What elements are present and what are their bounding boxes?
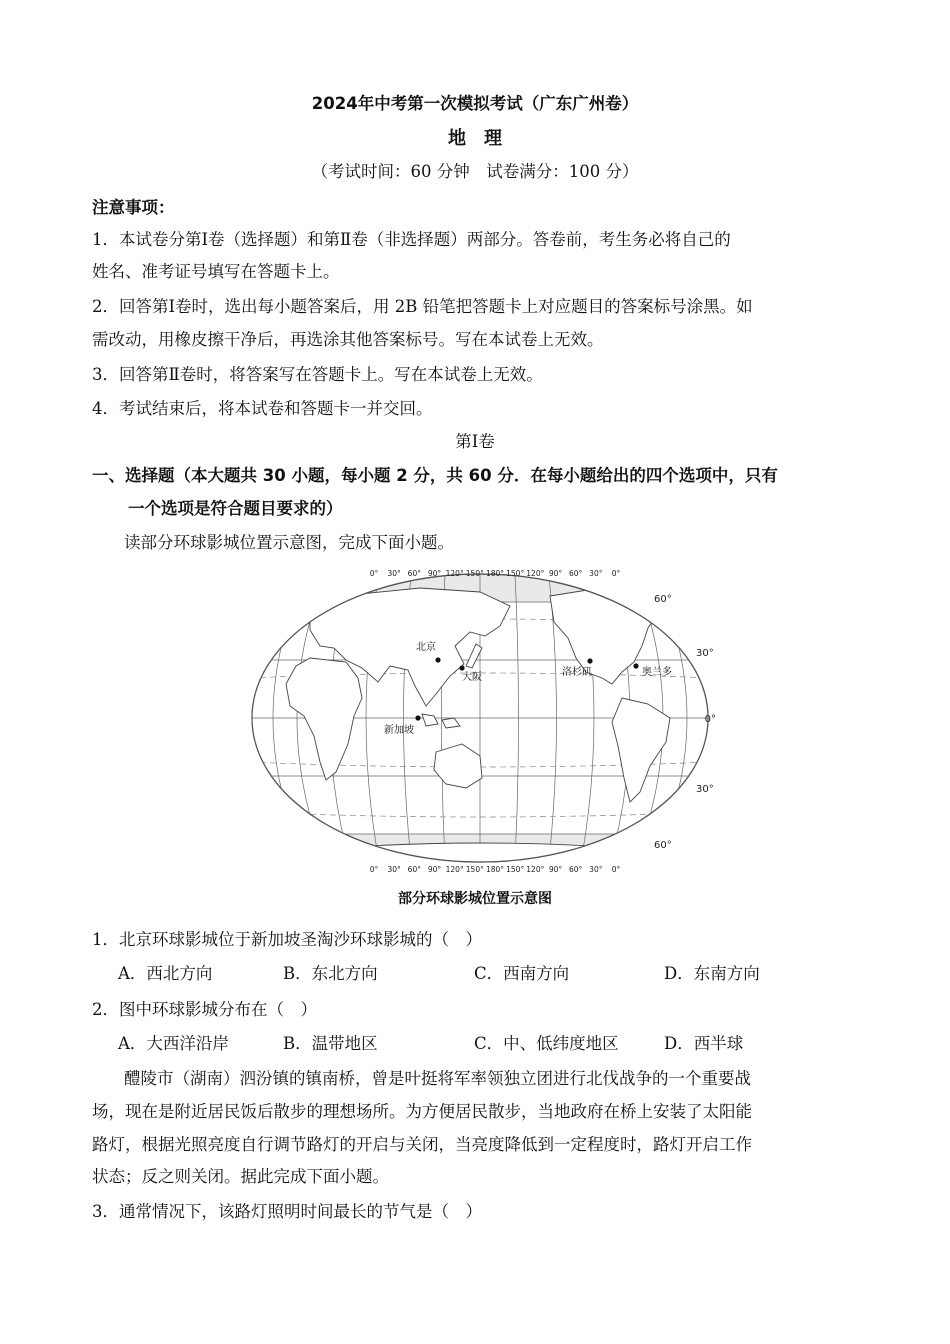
lat-label-60s: 60° bbox=[654, 840, 672, 851]
question-1-stem: 1．北京环球影城位于新加坡圣淘沙环球影城的（ ） bbox=[92, 930, 482, 949]
exam-info: （考试时间：60 分钟 试卷满分：100 分） bbox=[311, 162, 639, 181]
exam-title: 2024年中考第一次模拟考试（广东广州卷） bbox=[311, 94, 639, 113]
beijing-marker bbox=[435, 657, 440, 662]
lat-label-equator: 0° bbox=[704, 714, 716, 725]
passage-line-4: 状态；反之则关闭。据此完成下面小题。 bbox=[92, 1167, 389, 1186]
city-orlando: 奥兰多 bbox=[642, 667, 672, 678]
lat-label-30s: 30° bbox=[696, 784, 714, 795]
top-longitude-label: 120° bbox=[526, 569, 545, 578]
section-heading-cont: 一个选项是符合题目要求的） bbox=[128, 499, 343, 518]
bottom-longitude-label: 120° bbox=[445, 865, 464, 874]
question-1-option-b[interactable]: B．东北方向 bbox=[283, 964, 378, 983]
top-longitude-label: 0° bbox=[611, 569, 621, 578]
bottom-longitude-label: 120° bbox=[526, 865, 545, 874]
city-singapore: 新加坡 bbox=[384, 725, 414, 736]
city-beijing: 北京 bbox=[416, 642, 436, 653]
section-heading: 一、选择题（本大题共 30 小题，每小题 2 分，共 60 分．在每小题给出的四个选项中，只有 bbox=[92, 466, 778, 485]
map-intro: 读部分环球影城位置示意图，完成下面小题。 bbox=[124, 533, 454, 552]
bottom-longitude-label: 150° bbox=[465, 865, 484, 874]
bottom-longitude-label: 90° bbox=[427, 865, 442, 874]
question-3-stem: 3．通常情况下，该路灯照明时间最长的节气是（ ） bbox=[92, 1202, 482, 1221]
notice-item-1: 1．本试卷分第Ⅰ卷（选择题）和第Ⅱ卷（非选择题）两部分。答卷前，考生务必将自己的 bbox=[92, 230, 731, 249]
passage-line-1: 醴陵市（湖南）泗汾镇的镇南桥，曾是叶挺将军率领独立团进行北伐战争的一个重要战 bbox=[124, 1069, 751, 1088]
singapore-marker bbox=[415, 715, 420, 720]
notice-item-3: 3．回答第Ⅱ卷时，将答案写在答题卡上。写在本试卷上无效。 bbox=[92, 365, 543, 384]
top-longitude-label: 90° bbox=[548, 569, 563, 578]
notice-item-4: 4．考试结束后，将本试卷和答题卡一并交回。 bbox=[92, 399, 433, 418]
top-longitude-labels bbox=[370, 569, 621, 578]
notice-item-2-cont: 需改动，用橡皮擦干净后，再选涂其他答案标号。写在本试卷上无效。 bbox=[92, 330, 604, 349]
bottom-longitude-label: 30° bbox=[387, 865, 401, 874]
question-2-option-d[interactable]: D．西半球 bbox=[664, 1034, 744, 1053]
bottom-longitude-label: 180° bbox=[485, 865, 505, 874]
bottom-longitude-label: 150° bbox=[506, 865, 525, 874]
top-longitude-label: 60° bbox=[569, 569, 583, 578]
top-longitude-label: 90° bbox=[427, 569, 442, 578]
bottom-longitude-labels bbox=[370, 865, 621, 874]
bottom-longitude-label: 0° bbox=[369, 865, 379, 874]
notice-item-1-cont: 姓名、准考证号填写在答题卡上。 bbox=[92, 262, 340, 281]
question-1-option-d[interactable]: D．东南方向 bbox=[664, 964, 760, 983]
question-2-option-b[interactable]: B．温带地区 bbox=[283, 1034, 378, 1053]
passage-line-3: 路灯，根据光照亮度自行调节路灯的开启与关闭，当亮度降低到一定程度时，路灯开启工作 bbox=[92, 1135, 752, 1154]
bottom-longitude-label: 60° bbox=[569, 865, 583, 874]
volume-title: 第Ⅰ卷 bbox=[455, 432, 495, 451]
passage-line-2: 场，现在是附近居民饭后散步的理想场所。为方便居民散步，当地政府在桥上安装了太阳能 bbox=[92, 1102, 752, 1121]
notice-item-2: 2．回答第Ⅰ卷时，选出每小题答案后，用 2B 铅笔把答题卡上对应题目的答案标号涂黑。如 bbox=[92, 297, 753, 316]
lat-label-30n: 30° bbox=[696, 648, 714, 659]
question-2-option-c[interactable]: C．中、低纬度地区 bbox=[474, 1034, 619, 1053]
los-angeles-marker bbox=[587, 658, 592, 663]
bottom-longitude-label: 90° bbox=[548, 865, 563, 874]
top-longitude-label: 150° bbox=[506, 569, 525, 578]
question-2-option-a[interactable]: A．大西洋沿岸 bbox=[118, 1034, 229, 1053]
top-longitude-label: 120° bbox=[445, 569, 464, 578]
subject-title: 地 理 bbox=[448, 128, 502, 149]
question-1-option-c[interactable]: C．西南方向 bbox=[474, 964, 570, 983]
world-map-figure bbox=[250, 566, 716, 886]
bottom-longitude-label: 0° bbox=[611, 865, 621, 874]
city-osaka: 大阪 bbox=[462, 672, 482, 683]
top-longitude-label: 30° bbox=[589, 569, 603, 578]
bottom-longitude-label: 30° bbox=[589, 865, 603, 874]
osaka-marker bbox=[459, 665, 464, 670]
top-longitude-label: 150° bbox=[465, 569, 484, 578]
lat-label-60n: 60° bbox=[654, 594, 672, 605]
top-longitude-label: 60° bbox=[407, 569, 421, 578]
bottom-longitude-label: 60° bbox=[407, 865, 421, 874]
notice-heading: 注意事项： bbox=[92, 198, 175, 217]
orlando-marker bbox=[633, 663, 638, 668]
top-longitude-label: 30° bbox=[387, 569, 401, 578]
question-1-option-a[interactable]: A．西北方向 bbox=[118, 964, 213, 983]
question-2-stem: 2．图中环球影城分布在（ ） bbox=[92, 1000, 317, 1019]
city-los-angeles: 洛杉矶 bbox=[562, 667, 592, 678]
top-longitude-label: 0° bbox=[369, 569, 379, 578]
top-longitude-label: 180° bbox=[485, 569, 505, 578]
map-caption: 部分环球影城位置示意图 bbox=[398, 891, 552, 907]
